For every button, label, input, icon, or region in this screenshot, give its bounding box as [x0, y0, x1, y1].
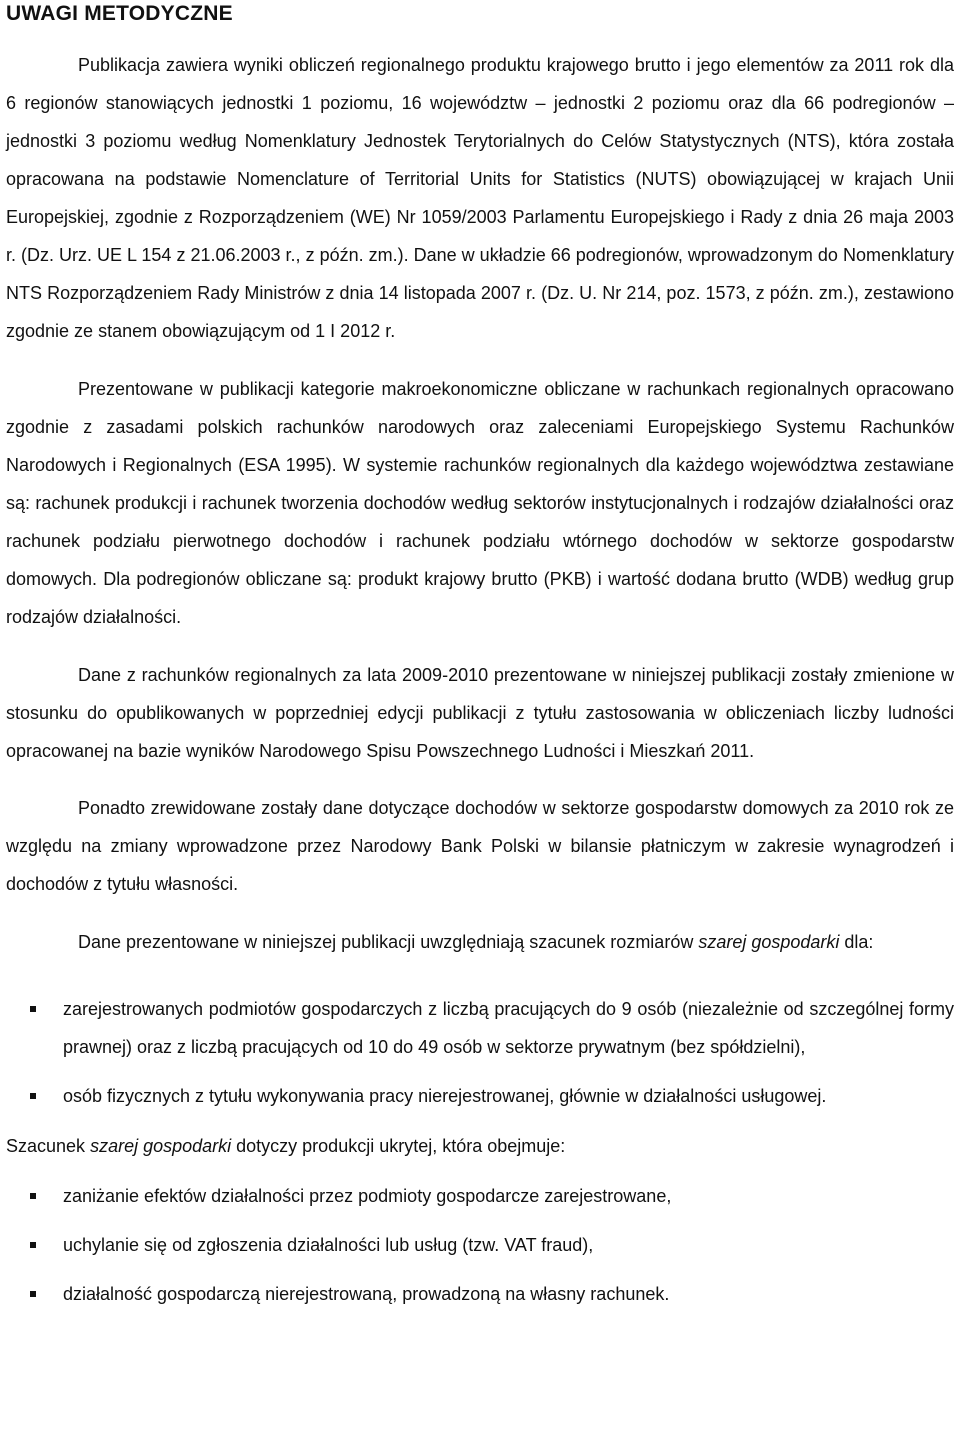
list-item-text: działalność gospodarczą nierejestrowaną, prowadzoną na własny rachunek. [63, 1284, 670, 1304]
list-item [6, 990, 954, 1066]
p6-text-before: Szacunek [6, 1136, 91, 1156]
shadow-economy-scope-list [6, 990, 954, 1115]
list-item [6, 1177, 954, 1215]
p5-emphasis: szarej gospodarki [698, 932, 840, 952]
square-bullet-icon [30, 1006, 36, 1012]
list-item-text: zarejestrowanych podmiotów gospodarczych z liczbą pracujących do 9 osób (niezależnie od szczególnej formy prawnej) oraz z liczbą pracujących od 10 do 49 osób w sektorze prywatnym (bez spółdzielni), [63, 999, 954, 1057]
list-item [6, 1077, 954, 1115]
list-item [6, 1226, 954, 1264]
paragraph-publication-scope: Publikacja zawiera wyniki obliczeń regionalnego produktu krajowego brutto i jego elementów za 2011 rok dla 6 regionów stanowiących jednostki 1 poziomu, 16 województw – jednostki 2 poziomu oraz dla 66 podregionów – jednostki 3 poziomu według Nomenklatury Jednostek Terytorialnych do Celów Statystycznych (NTS), która została opracowana na podstawie Nomenclature of Territorial Units for Statistics (NUTS) obowiązującej w krajach Unii Europejskiej, zgodnie z Rozporządzeniem (WE) Nr 1059/2003 Parlamentu Europejskiego i Rady z dnia 26 maja 2003 r. (Dz. Urz. UE L 154 z 21.06.2003 r., z późn. zm.). Dane w układzie 66 podregionów, wprowadzonym do Nomenklatury NTS Rozporządzeniem Rady Ministrów z dnia 14 listopada 2007 r. (Dz. U. Nr 214, poz. 1573, z późn. zm.), zestawiono zgodnie ze stanem obowiązującym od 1 I 2012 r. [6, 55, 954, 341]
paragraph-macroeconomic-categories: Prezentowane w publikacji kategorie makroekonomiczne obliczane w rachunkach regionalnych opracowano zgodnie z zasadami polskich rachunków narodowych oraz zaleceniami Europejskiego Systemu Rachunków Narodowych i Regionalnych (ESA 1995). W systemie rachunków regionalnych dla każdego województwa zestawiane są: rachunek produkcji i rachunek tworzenia dochodów według sektorów instytucjonalnych i rodzajów działalności oraz rachunek podziału pierwotnego dochodów i rachunek podziału wtórnego dochodów w sektorze gospodarstw domowych. Dla podregionów obliczane są: produkt krajowy brutto (PKB) i wartość dodana brutto (WDB) według grup rodzajów działalności. [6, 379, 954, 627]
p5-text-after: dla: [839, 932, 874, 952]
list-item-text: zaniżanie efektów działalności przez podmioty gospodarcze zarejestrowane, [63, 1186, 672, 1206]
paragraph-hidden-production [6, 1127, 954, 1165]
paragraph-revised-data: Dane z rachunków regionalnych za lata 2009-2010 prezentowane w niniejszej publikacji zostały zmienione w stosunku do opublikowanych w poprzedniej edycji publikacji z tytułu zastosowania w obliczeniach liczby ludności opracowanej na bazie wyników Narodowego Spisu Powszechnego Ludności i Mieszkań 2011. [6, 665, 954, 761]
p6-emphasis: szarej gospodarki [90, 1136, 232, 1156]
square-bullet-icon [30, 1193, 36, 1199]
document-page [6, 0, 954, 1313]
p6-text-after: dotyczy produkcji ukrytej, która obejmuje: [231, 1136, 566, 1156]
document-title: UWAGI METODYCZNE [6, 2, 233, 25]
list-item-text: osób fizycznych z tytułu wykonywania pracy nierejestrowanej, głównie w działalności usługowej. [63, 1086, 827, 1106]
list-item [6, 1275, 954, 1313]
paragraph-household-revision: Ponadto zrewidowane zostały dane dotyczące dochodów w sektorze gospodarstw domowych za 2010 rok ze względu na zmiany wprowadzone przez Narodowy Bank Polski w bilansie płatniczym w zakresie wynagrodzeń i dochodów z tytułu własności. [6, 798, 954, 894]
square-bullet-icon [30, 1093, 36, 1099]
hidden-production-list [6, 1177, 954, 1313]
square-bullet-icon [30, 1291, 36, 1297]
paragraph-shadow-economy-intro [6, 923, 954, 961]
square-bullet-icon [30, 1242, 36, 1248]
p5-text-before: Dane prezentowane w niniejszej publikacji uwzględniają szacunek rozmiarów [78, 932, 699, 952]
list-item-text: uchylanie się od zgłoszenia działalności lub usług (tzw. VAT fraud), [63, 1235, 594, 1255]
